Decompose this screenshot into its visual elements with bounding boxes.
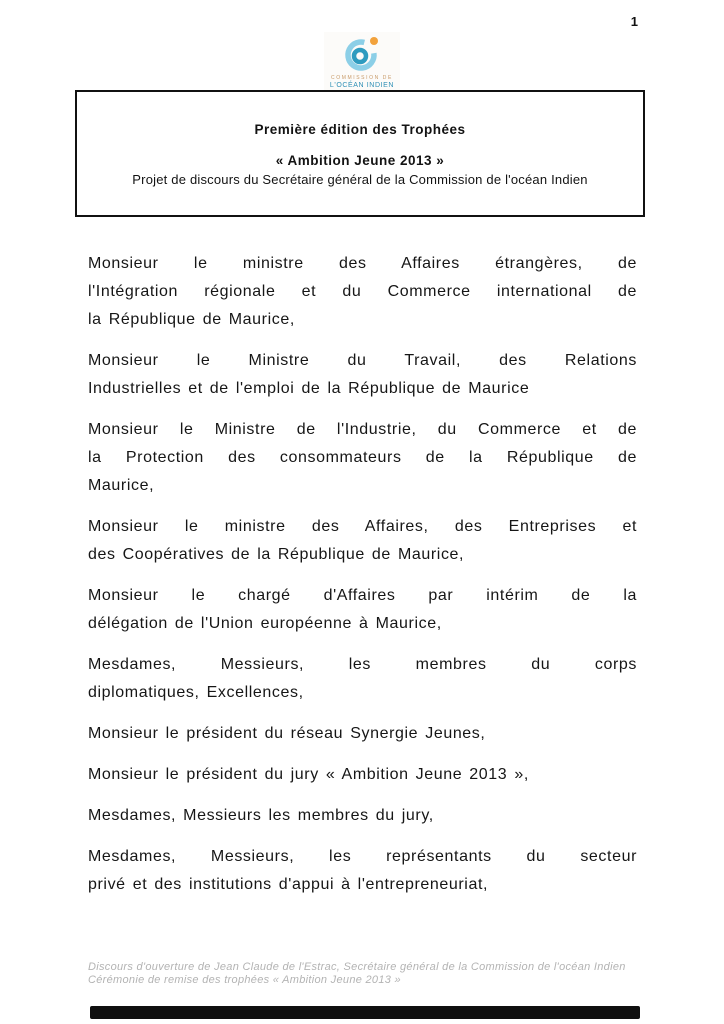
paragraph [88,843,637,899]
paragraph-line: Mesdames, Messieurs, les représentants du secteur [88,848,637,865]
paragraph-line: Mesdames, Messieurs, les membres du corps [88,656,637,673]
paragraph-line: Mesdames, Messieurs les membres du jury, [88,807,434,824]
page-number: 1 [630,14,638,29]
paragraph-line: Maurice, [88,477,155,494]
document-description: Projet de discours du Secrétaire général de la Commission de l'océan Indien [132,172,588,187]
paragraph-line: délégation de l'Union européenne à Maurice, [88,615,442,632]
paragraph-line: Monsieur le ministre des Affaires, des Entreprises et [88,518,637,535]
paragraph [88,513,637,569]
paragraph [88,802,637,830]
paragraph [88,720,637,748]
document-subtitle: « Ambition Jeune 2013 » [275,153,445,168]
paragraph-line: Monsieur le chargé d'Affaires par intérim de la [88,587,637,604]
paragraph-line: Monsieur le Ministre du Travail, des Relations [88,352,637,369]
paragraph [88,347,637,403]
document-title: Première édition des Trophées [254,122,466,137]
paragraph-line: Monsieur le président du jury « Ambition Jeune 2013 », [88,766,529,783]
paragraph-line: Monsieur le ministre des Affaires étrangères, de [88,255,637,272]
paragraph-line: la République de Maurice, [88,311,295,328]
paragraph [88,416,637,500]
body-text [88,250,637,912]
paragraph [88,651,637,707]
paragraph [88,250,637,334]
paragraph-line: privé et des institutions d'appui à l'entrepreneuriat, [88,876,489,893]
paragraph-line: Monsieur le président du réseau Synergie Jeunes, [88,725,486,742]
footer [88,961,648,987]
paragraph-line: l'Intégration régionale et du Commerce international de [88,283,637,300]
footer-line-1: Discours d'ouverture de Jean Claude de l'Estrac, Secrétaire général de la Commission de l'océan Indien [88,961,626,973]
coi-logo [324,32,400,92]
paragraph-line: Monsieur le Ministre de l'Industrie, du Commerce et de [88,421,637,438]
page-bottom-scan-bar [90,1006,640,1019]
title-box [75,90,645,217]
paragraph [88,582,637,638]
coi-spiral-logo-icon [324,34,400,74]
paragraph [88,761,637,789]
footer-line-2: Cérémonie de remise des trophées « Ambition Jeune 2013 » [88,974,401,986]
paragraph-line: des Coopératives de la République de Maurice, [88,546,465,563]
paragraph-line: diplomatiques, Excellences, [88,684,304,701]
paragraph-line: Industrielles et de l'emploi de la République de Maurice [88,380,530,397]
paragraph-line: la Protection des consommateurs de la République de [88,449,637,466]
logo-text-commission: COMMISSION DE [331,75,393,81]
logo-text-ocean-indien: L'OCÉAN INDIEN [329,82,395,89]
